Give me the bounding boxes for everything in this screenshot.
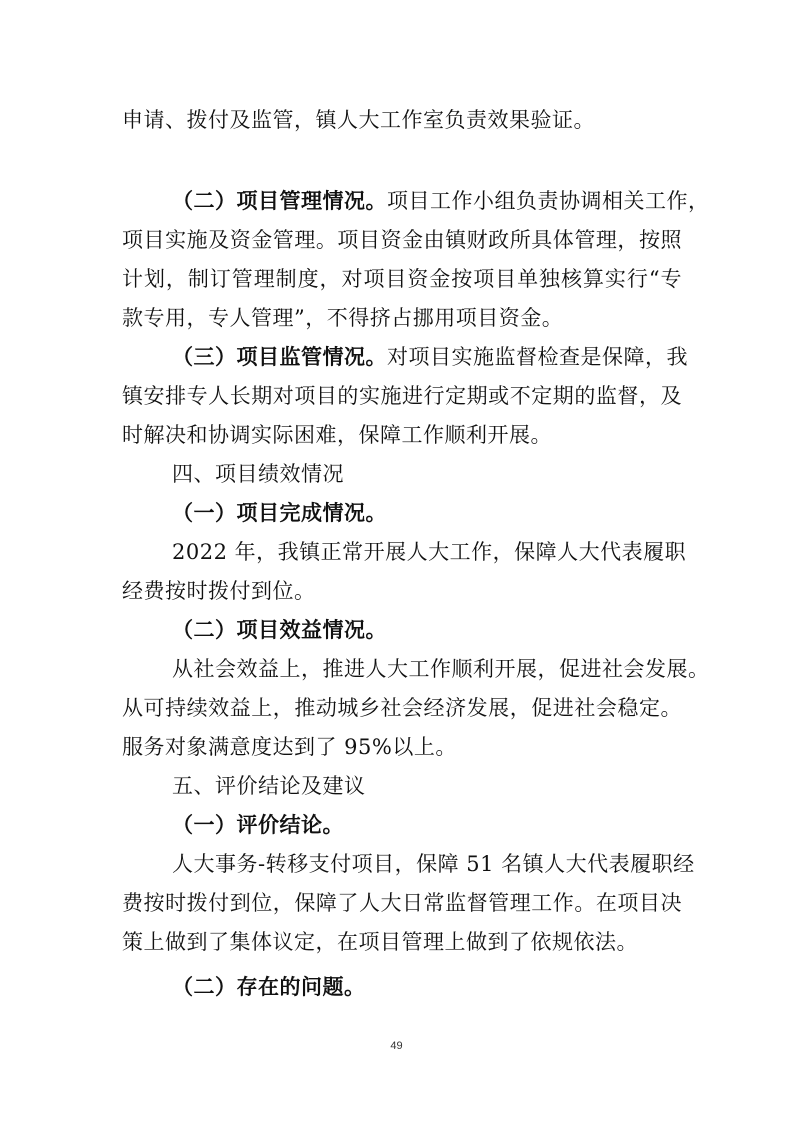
section-heading: （二）项目管理情况。: [172, 189, 387, 213]
paragraph-line: 从社会效益上，推进人大工作顺利开展，促进社会发展。: [172, 657, 710, 681]
section-heading: （一）评价结论。: [172, 813, 344, 837]
paragraph-line: 经费按时拨付到位。: [122, 579, 316, 603]
chapter-heading: 五、评价结论及建议: [172, 774, 366, 798]
paragraph-line: 镇安排专人长期对项目的实施进行定期或不定期的监督，及: [122, 384, 682, 408]
section-heading-line: [172, 810, 682, 840]
paragraph-line: 人大事务-转移支付项目，保障 51 名镇人大代表履职经: [172, 852, 695, 876]
paragraph-line: 2022 年，我镇正常开展人大工作，保障人大代表履职: [172, 540, 687, 564]
section-heading: （二）项目效益情况。: [172, 618, 387, 642]
paragraph-line: 策上做到了集体议定，在项目管理上做到了依规依法。: [122, 930, 638, 954]
paragraph-line: 计划，制订管理制度，对项目资金按项目单独核算实行“专: [122, 267, 682, 291]
chapter-heading: 四、项目绩效情况: [172, 462, 344, 486]
paragraph-line: 申请、拨付及监管，镇人大工作室负责效果验证。: [122, 108, 595, 132]
section-heading-line: [172, 615, 682, 645]
section-heading-line: [172, 972, 682, 1002]
section-heading-line: [172, 498, 682, 528]
page-number: 49: [390, 1040, 403, 1052]
section-heading: （一）项目完成情况。: [172, 501, 387, 525]
section-heading-line: （二）项目管理情况。项目工作小组负责协调相关工作，: [172, 189, 710, 213]
paragraph-line: 从可持续效益上，推动城乡社会经济发展，促进社会稳定。: [122, 696, 682, 720]
section-heading-line: （三）项目监管情况。对项目实施监督检查是保障，我: [172, 345, 688, 369]
paragraph-line: 时解决和协调实际困难，保障工作顺利开展。: [122, 423, 552, 447]
paragraph-line: 费按时拨付到位，保障了人大日常监督管理工作。在项目决: [122, 891, 682, 915]
paragraph-line: 服务对象满意度达到了 95%以上。: [122, 735, 457, 759]
paragraph-line: 项目实施及资金管理。项目资金由镇财政所具体管理，按照: [122, 228, 682, 252]
section-heading: （三）项目监管情况。: [172, 345, 387, 369]
section-heading: （二）存在的问题。: [172, 975, 366, 999]
paragraph-line: 款专用，专人管理”，不得挤占挪用项目资金。: [122, 306, 564, 330]
